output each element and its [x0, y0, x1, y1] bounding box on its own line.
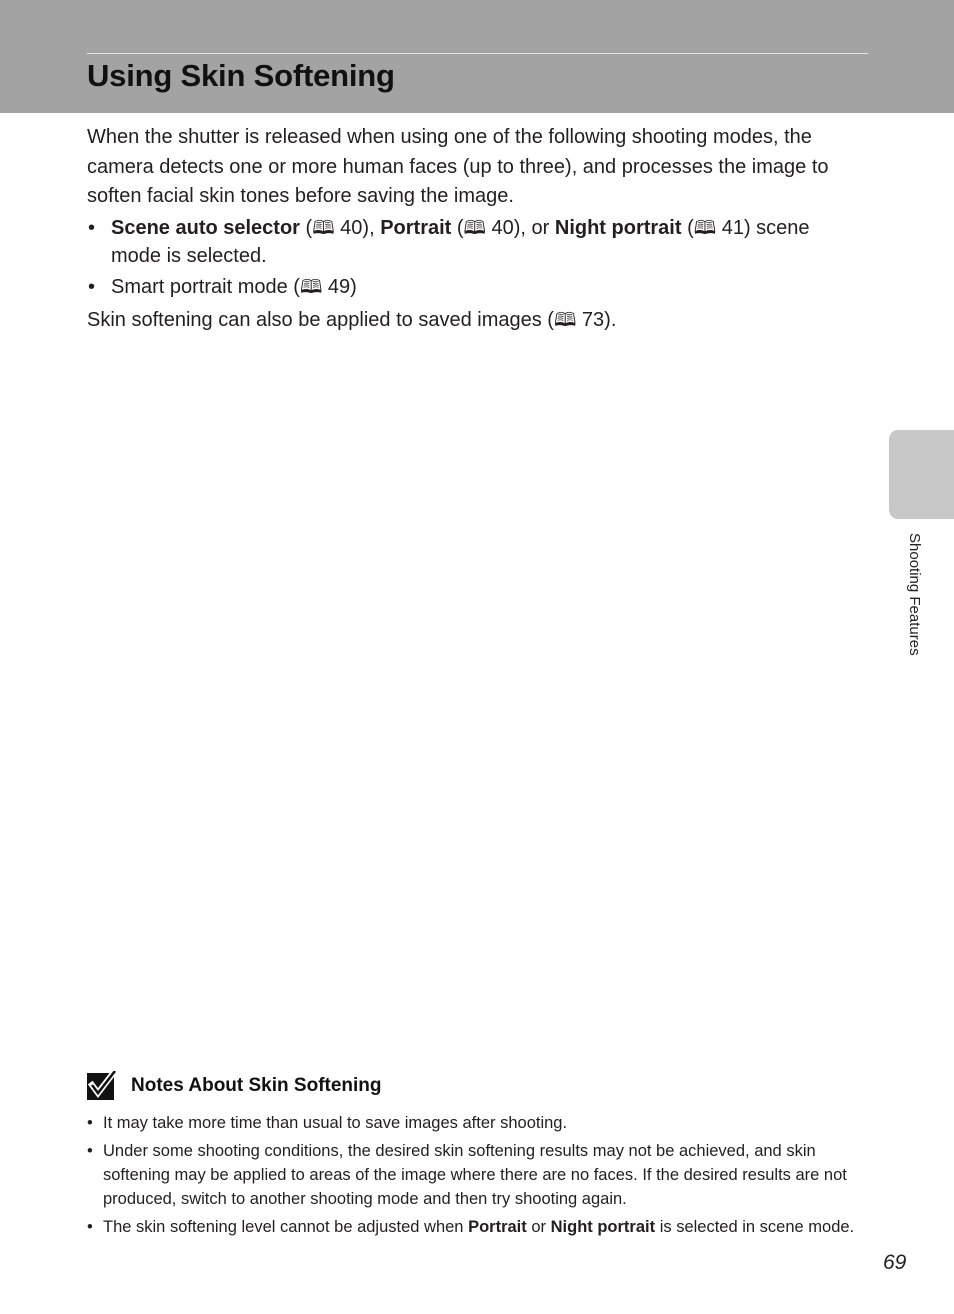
- scene-auto-selector-term: Scene auto selector: [111, 217, 300, 239]
- separator: ),: [362, 217, 381, 239]
- list-item-tail: ) scene mode is selected.: [111, 217, 810, 267]
- list-item: [87, 273, 857, 301]
- page-number: 69: [883, 1251, 907, 1274]
- header-rule: [87, 53, 868, 54]
- book-reference-icon: 🕮: [693, 217, 717, 239]
- section-tab: [889, 430, 954, 519]
- note-text: is selected in scene mode.: [655, 1218, 855, 1236]
- note-text: or: [526, 1218, 551, 1236]
- mode-list: [87, 214, 857, 304]
- paragraph-text: Skin softening can also be applied to saved images (: [87, 309, 554, 331]
- header-band: [0, 0, 954, 113]
- check-mark-icon: [87, 1071, 118, 1100]
- separator: ), or: [513, 217, 555, 239]
- section-label: Shooting Features: [906, 533, 923, 656]
- book-reference-icon: 🕮: [463, 217, 486, 239]
- paragraph-tail: ).: [604, 309, 617, 331]
- note-item: • Under some shooting conditions, the desired skin softening results may not be achieved, and skin softening may be applied to areas of the image where there are no faces. If the desired results are not produced, switch to another shooting mode and then try shooting again.: [87, 1139, 865, 1211]
- note-item: [87, 1215, 865, 1239]
- list-item-tail: ): [350, 276, 357, 298]
- book-reference-icon: 🕮: [553, 309, 577, 331]
- note-item: • It may take more time than usual to save images after shooting.: [87, 1111, 865, 1135]
- notes-title: Notes About Skin Softening: [131, 1075, 382, 1096]
- saved-images-paragraph: [87, 306, 857, 335]
- page-ref: 49: [327, 276, 351, 298]
- list-item: • Scene auto selector (🕮 40), Portrait (🕮 40), or Night portrait (🕮 41) scene mode is selected.: [87, 214, 857, 270]
- night-portrait-term: Night portrait: [554, 217, 682, 239]
- page-ref: 41: [721, 217, 744, 239]
- page-ref: 40: [340, 217, 363, 239]
- list-item-text: Smart portrait mode (: [111, 276, 300, 298]
- page-title: Using Skin Softening: [87, 58, 395, 93]
- portrait-term: Portrait: [468, 1218, 527, 1236]
- notes-list: [87, 1111, 865, 1243]
- book-reference-icon: 🕮: [299, 276, 323, 298]
- night-portrait-term: Night portrait: [550, 1218, 656, 1236]
- page-ref: 40: [491, 217, 514, 239]
- book-reference-icon: 🕮: [312, 217, 335, 239]
- intro-paragraph: When the shutter is released when using one of the following shooting modes, the camera detects one or more human faces (up to three), and processes the image to soften facial skin tones before saving the image.: [87, 126, 829, 207]
- portrait-term: Portrait: [380, 217, 452, 239]
- note-text: The skin softening level cannot be adjusted when: [103, 1218, 469, 1236]
- page-ref: 73: [581, 309, 605, 331]
